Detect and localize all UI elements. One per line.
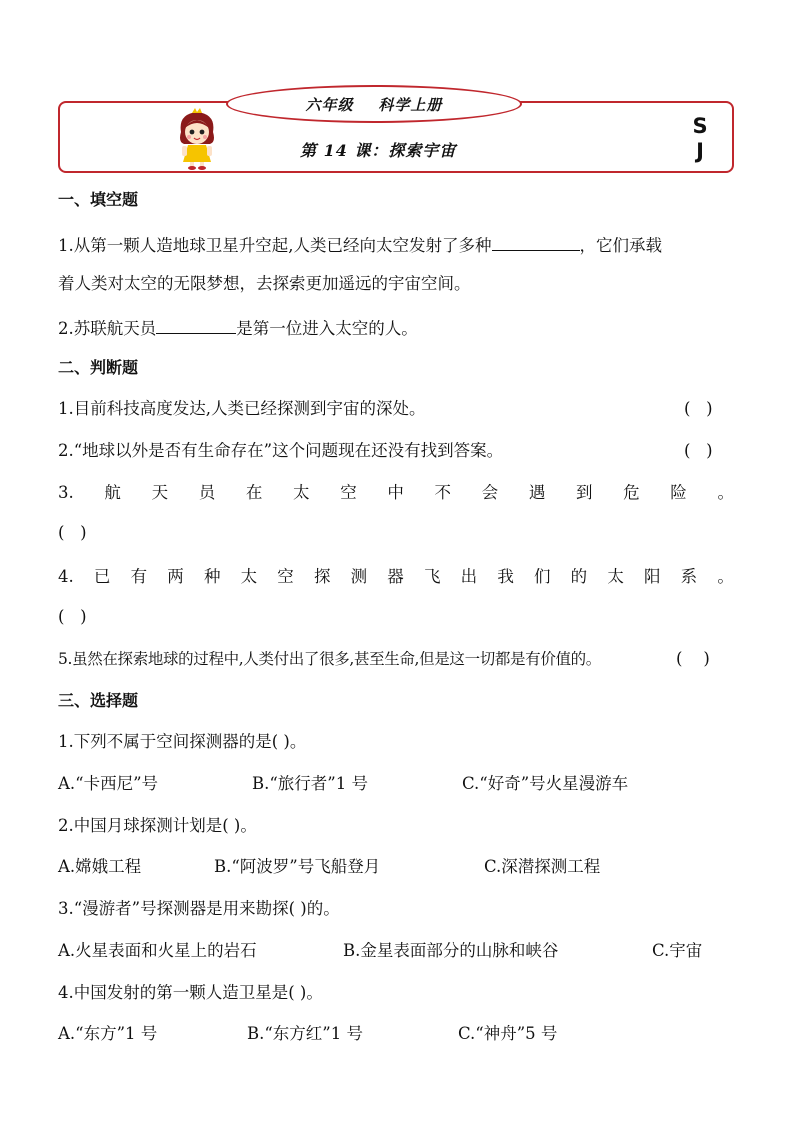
judge-q4-answer-paren[interactable]: ( )	[58, 607, 87, 626]
judge-q4-char: 探	[313, 567, 331, 586]
judge-q4-char: 出	[460, 567, 478, 586]
judge-q4-char: 两	[167, 567, 184, 586]
judge-q1-answer-paren[interactable]: ( )	[684, 399, 713, 418]
choice-q4-option-c[interactable]: C.“神舟”5 号	[458, 1024, 558, 1043]
judge-q5: 5.虽然在探索地球的过程中,人类付出了很多,甚至生命,但是这一切都是有价值的。	[58, 650, 601, 668]
choice-q2-option-b[interactable]: B.“阿波罗”号飞船登月	[214, 857, 381, 876]
section-fill-title: 一、填空题	[58, 190, 139, 209]
choice-q3-option-a[interactable]: A.火星表面和火星上的岩石	[58, 941, 257, 960]
brand-letter-s: S	[692, 114, 708, 138]
choice-q1-stem: 1.下列不属于空间探测器的是( )。	[58, 732, 307, 751]
judge-q4-char: 太	[240, 567, 258, 586]
choice-q2-option-c[interactable]: C.深潜探测工程	[484, 857, 601, 876]
judge-q3-char: 3.	[58, 483, 74, 502]
judge-q4-char: 已	[93, 567, 111, 586]
choice-q1-option-c[interactable]: C.“好奇”号火星漫游车	[462, 774, 629, 793]
judge-q3-char: 天	[151, 483, 169, 502]
judge-q3-char: 危	[623, 483, 640, 502]
fill-q1-text-after: ，它们承载	[579, 236, 662, 255]
choice-q4-option-a[interactable]: A.“东方”1 号	[58, 1024, 158, 1043]
judge-q4-char: 器	[387, 567, 404, 586]
section-choice-title: 三、选择题	[58, 691, 139, 710]
choice-q2-stem: 2.中国月球探测计划是( )。	[58, 816, 257, 835]
judge-q4-char: 的	[570, 567, 588, 586]
judge-q3-char: 会	[481, 483, 499, 502]
judge-q4-char: 阳	[644, 567, 661, 586]
judge-q2: 2.“地球以外是否有生命存在”这个问题现在还没有找到答案。	[58, 441, 504, 460]
fill-q1-text-before: 1.从第一颗人造地球卫星升空起,人类已经向太空发射了多种	[58, 236, 492, 255]
judge-q3-char: 到	[575, 483, 593, 502]
judge-q3	[58, 482, 734, 504]
judge-q3-char: 险	[670, 483, 687, 502]
judge-q5-answer-paren[interactable]: ( )	[676, 649, 710, 668]
judge-q4-char: 测	[350, 567, 368, 586]
grade-subject: 六年级 科学上册	[305, 95, 443, 114]
judge-q4-char: 种	[203, 567, 221, 586]
choice-q1-option-a[interactable]: A.“卡西尼”号	[58, 774, 159, 793]
fill-q1-line2: 着人类对太空的无限梦想，去探索更加遥远的宇宙空间。	[58, 274, 471, 293]
judge-q2-answer-paren[interactable]: ( )	[684, 441, 713, 460]
judge-q4-char: 飞	[423, 567, 441, 586]
choice-q1-option-b[interactable]: B.“旅行者”1 号	[252, 774, 368, 793]
judge-q4-char: 们	[533, 567, 551, 586]
judge-q3-char: 员	[198, 483, 216, 502]
judge-q3-char: 遇	[528, 483, 546, 502]
judge-q3-char: 航	[104, 483, 121, 502]
grade-subject-banner	[226, 85, 522, 123]
judge-q3-char: 。	[717, 483, 734, 502]
fill-q2-text-after: 是第一位进入太空的人。	[236, 319, 418, 338]
choice-q2-option-a[interactable]: A.嫦娥工程	[58, 857, 142, 876]
choice-q4-stem: 4.中国发射的第一颗人造卫星是( )。	[58, 983, 323, 1002]
cartoon-girl-mascot-icon	[172, 108, 222, 170]
judge-q4-char: 空	[277, 567, 294, 586]
brand-mark	[688, 114, 712, 164]
judge-q3-char: 空	[340, 483, 357, 502]
judge-q4-char: 系	[680, 567, 698, 586]
judge-q3-char: 太	[293, 483, 310, 502]
section-judge-title: 二、判断题	[58, 358, 139, 377]
choice-q3-stem: 3.“漫游者”号探测器是用来勘探( )的。	[58, 899, 340, 918]
judge-q4-char: 太	[607, 567, 624, 586]
fill-q2-blank[interactable]	[156, 315, 236, 334]
judge-q4-char: 4.	[58, 567, 74, 586]
fill-q2-text-before: 2.苏联航天员	[58, 319, 157, 338]
brand-letter-j: J	[696, 139, 704, 163]
judge-q3-char: 在	[245, 483, 263, 502]
fill-q1-blank[interactable]	[492, 232, 580, 251]
judge-q4-char: 有	[130, 567, 148, 586]
judge-q3-answer-paren[interactable]: ( )	[58, 523, 87, 542]
judge-q4	[58, 566, 734, 588]
judge-q4-char: 我	[497, 567, 514, 586]
fill-q1-line1	[58, 232, 662, 257]
choice-q3-option-b[interactable]: B.金星表面部分的山脉和峡谷	[343, 941, 559, 960]
lesson-title: 第 14 课：探索宇宙	[300, 141, 457, 160]
judge-q3-char: 中	[387, 483, 404, 502]
fill-q2	[58, 315, 418, 340]
judge-q4-char: 。	[717, 567, 734, 586]
judge-q3-char: 不	[434, 483, 451, 502]
choice-q4-option-b[interactable]: B.“东方红”1 号	[247, 1024, 363, 1043]
choice-q3-option-c[interactable]: C.宇宙	[652, 941, 703, 960]
judge-q1: 1.目前科技高度发达,人类已经探测到宇宙的深处。	[58, 399, 426, 418]
